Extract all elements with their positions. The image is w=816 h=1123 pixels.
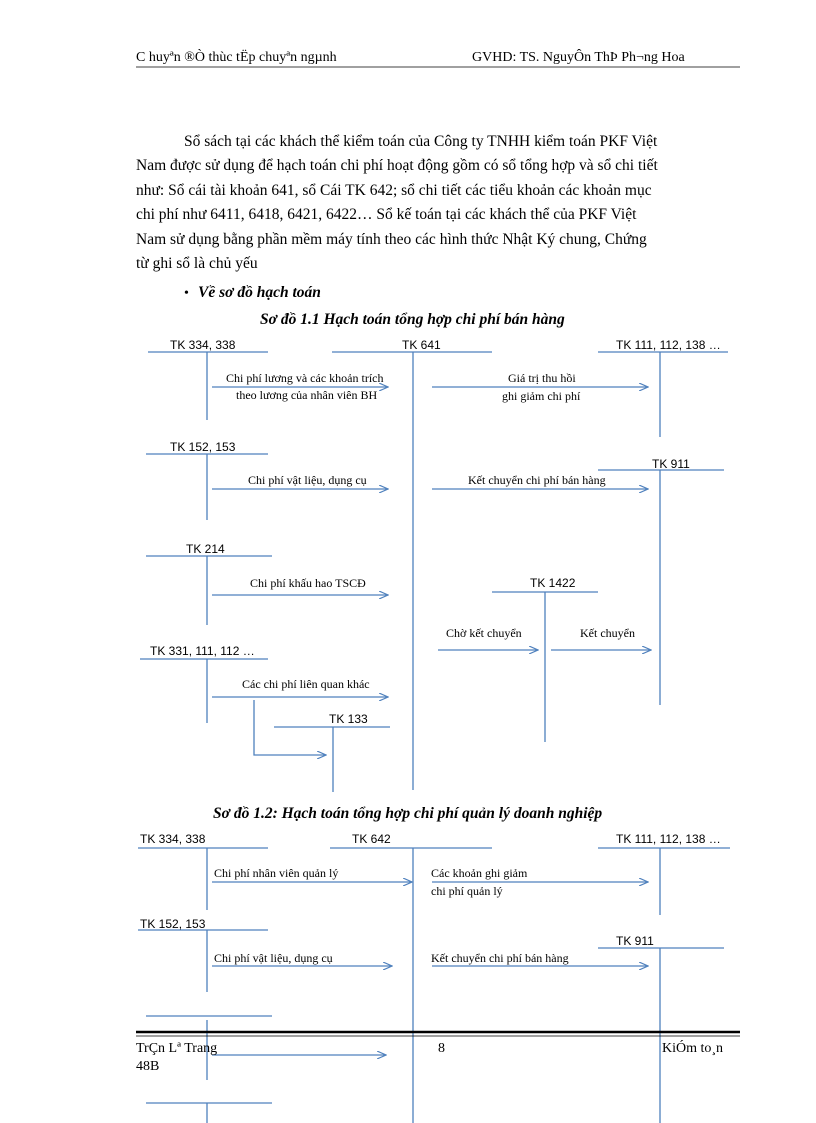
label2-vatlieu: Chi phí vật liệu, dụng cụ [214,951,333,965]
label-thuhoi-2: ghi giảm chi phí [502,389,581,403]
footer-right: KiÓm to¸n [662,1041,724,1056]
paragraph-line: từ ghi sổ là chủ yếu [136,255,258,273]
label-lienquan: Các chi phí liên quan khác [242,677,370,691]
label-luong-1: Chi phí lương và các khoản trích [226,371,384,385]
footer-page-number: 8 [438,1041,445,1056]
label-ket-chuyen: Kết chuyển [580,626,635,640]
label2-tk111: TK 111, 112, 138 … [616,832,721,846]
section-heading: Về sơ đồ hạch toán [198,284,321,301]
header-right: GVHD: TS. NguyÔn ThÞ Ph¬ng Hoa [472,50,685,65]
label-tk641: TK 641 [402,338,441,352]
label-tk331: TK 331, 111, 112 … [150,644,255,658]
label-tk133: TK 133 [329,712,368,726]
label-vatlieu: Chi phí vật liệu, dụng cụ [248,473,367,487]
paragraph-line: như: Sổ cái tài khoản 641, sổ Cái TK 642; sổ chi tiết các tiểu khoản các khoản mục [136,181,652,199]
label2-tk334: TK 334, 338 [140,832,206,846]
label-ketchuyen: Kết chuyển chi phí bán hàng [468,473,606,487]
label-tk911: TK 911 [652,457,690,471]
label-tk1422: TK 1422 [530,576,576,590]
paragraph-line: Nam sử dụng bằng phần mềm máy tính theo các hình thức Nhật Ký chung, Chứng [136,230,647,248]
label-tk111: TK 111, 112, 138 … [616,338,721,352]
label2-tk152: TK 152, 153 [140,917,206,931]
label-cho-ket-chuyen: Chờ kết chuyển [446,626,522,640]
header-left: C huyªn ®Ò thùc tËp chuyªn ngµnh [136,50,337,65]
label2-giamtru-2: chi phí quản lý [431,884,503,898]
label-luong-2: theo lương của nhân viên BH [236,388,378,402]
paragraph-line: Nam được sử dụng để hạch toán chi phí hoạt động gồm có sổ tổng hợp và sổ chi tiết [136,157,658,175]
label-khauhao: Chi phí khấu hao TSCĐ [250,576,366,590]
label-thuhoi-1: Giá trị thu hồi [508,371,576,385]
label2-ketchuyen: Kết chuyển chi phí bán hàng [431,951,569,965]
label2-nhanvien: Chi phí nhân viên quản lý [214,866,339,880]
diagram1-title: Sơ đồ 1.1 Hạch toán tổng hợp chi phí bán hàng [260,311,565,328]
paragraph-line: Sổ sách tại các khách thể kiểm toán của Công ty TNHH kiểm toán PKF Việt [184,133,658,150]
paragraph-line: chi phí như 6411, 6418, 6421, 6422… Sổ kế toán tại các khách thể của PKF Việt [136,206,637,224]
label-tk152: TK 152, 153 [170,440,236,454]
label2-tk642: TK 642 [352,832,391,846]
label-tk214: TK 214 [186,542,225,556]
footer-author: TrÇn Lª Trang [136,1041,218,1056]
footer-class: 48B [136,1059,160,1074]
label2-tk911: TK 911 [616,934,654,948]
label-tk334: TK 334, 338 [170,338,236,352]
label2-giamtru-1: Các khoản ghi giảm [431,866,528,880]
bullet-icon: • [184,286,189,301]
diagram2-title: Sơ đồ 1.2: Hạch toán tổng hợp chi phí quản lý doanh nghiệp [213,805,603,822]
